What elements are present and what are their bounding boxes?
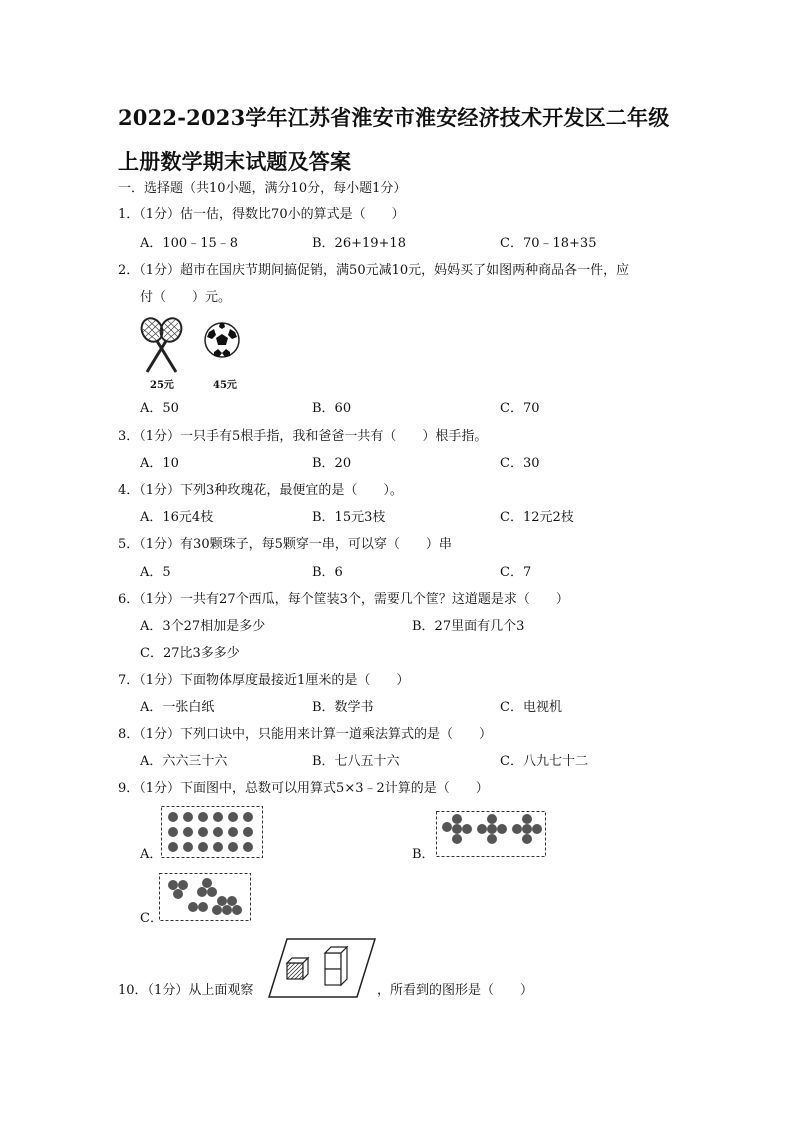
q9-option-a[interactable]: A． xyxy=(140,847,163,862)
ball-price: 45元 xyxy=(213,380,237,391)
q2-option-b[interactable]: B．60 xyxy=(312,401,352,416)
q8-option-a[interactable]: A．六六三十六 xyxy=(140,754,228,769)
question-4: 4．（1分）下列3种玫瑰花，最便宜的是（ ）。 xyxy=(118,483,403,498)
question-7: 7．（1分）下面物体厚度最接近1厘米的是（ ） xyxy=(118,673,410,688)
q4-option-a[interactable]: A．16元4枝 xyxy=(140,510,214,525)
q9-figure-a xyxy=(161,806,263,858)
q5-option-c[interactable]: C．7 xyxy=(500,565,532,580)
racket-price: 25元 xyxy=(150,380,174,391)
q3-option-a[interactable]: A．10 xyxy=(140,456,179,471)
q7-option-a[interactable]: A．一张白纸 xyxy=(140,700,215,715)
tennis-rackets-icon xyxy=(138,316,186,376)
question-2-line2: 付（ ）元。 xyxy=(140,290,232,305)
q4-option-b[interactable]: B．15元3枝 xyxy=(312,510,386,525)
cube-figure-icon xyxy=(267,937,377,999)
q7-option-c[interactable]: C．电视机 xyxy=(500,700,562,715)
section-heading: 一．选择题（共10小题，满分10分，每小题1分） xyxy=(118,181,407,196)
q5-option-a[interactable]: A．5 xyxy=(140,565,171,580)
q9-option-b[interactable]: B． xyxy=(412,847,435,862)
q8-option-b[interactable]: B．七八五十六 xyxy=(312,754,400,769)
question-10-before: 10．（1分）从上面观察 xyxy=(118,983,254,998)
q9-option-c[interactable]: C． xyxy=(140,911,163,926)
q1-option-a[interactable]: A．100﹣15﹣8 xyxy=(140,236,239,251)
q6-option-b[interactable]: B．27里面有几个3 xyxy=(412,619,525,634)
question-5: 5．（1分）有30颗珠子，每5颗穿一串，可以穿（ ）串 xyxy=(118,537,452,552)
page-title: 2022-2023学年江苏省淮安市淮安经济技术开发区二年级上册数学期末试题及答案 xyxy=(118,105,670,174)
question-8: 8．（1分）下列口诀中，只能用来计算一道乘法算式的是（ ） xyxy=(118,727,493,742)
q6-option-c[interactable]: C．27比3多多少 xyxy=(140,646,240,661)
question-10-after: ，所看到的图形是（ ） xyxy=(377,983,534,998)
q2-option-a[interactable]: A．50 xyxy=(140,401,179,416)
question-6: 6．（1分）一共有27个西瓜，每个筐装3个，需要几个筐？这道题是求（ ） xyxy=(118,592,569,607)
q8-option-c[interactable]: C．八九七十二 xyxy=(500,754,588,769)
question-9: 9．（1分）下面图中，总数可以用算式5×3﹣2计算的是（ ） xyxy=(118,781,489,796)
q2-option-c[interactable]: C．70 xyxy=(500,401,540,416)
q1-option-c[interactable]: C．70﹣18+35 xyxy=(500,236,597,251)
question-2-line1: 2．（1分）超市在国庆节期间搞促销，满50元减10元，妈妈买了如图两种商品各一件，应 xyxy=(118,263,630,278)
q4-option-c[interactable]: C．12元2枝 xyxy=(500,510,574,525)
q7-option-b[interactable]: B．数学书 xyxy=(312,700,374,715)
q3-option-b[interactable]: B．20 xyxy=(312,456,352,471)
q9-figure-c xyxy=(159,873,251,921)
soccer-ball-icon xyxy=(204,322,240,358)
q1-option-b[interactable]: B．26+19+18 xyxy=(312,236,406,251)
q5-option-b[interactable]: B．6 xyxy=(312,565,343,580)
question-3: 3．（1分）一只手有5根手指，我和爸爸一共有（ ）根手指。 xyxy=(118,429,488,444)
q9-figure-b xyxy=(436,811,546,857)
q3-option-c[interactable]: C．30 xyxy=(500,456,540,471)
question-1: 1．（1分）估一估，得数比70小的算式是（ ） xyxy=(118,207,405,222)
q6-option-a[interactable]: A．3个27相加是多少 xyxy=(140,619,266,634)
